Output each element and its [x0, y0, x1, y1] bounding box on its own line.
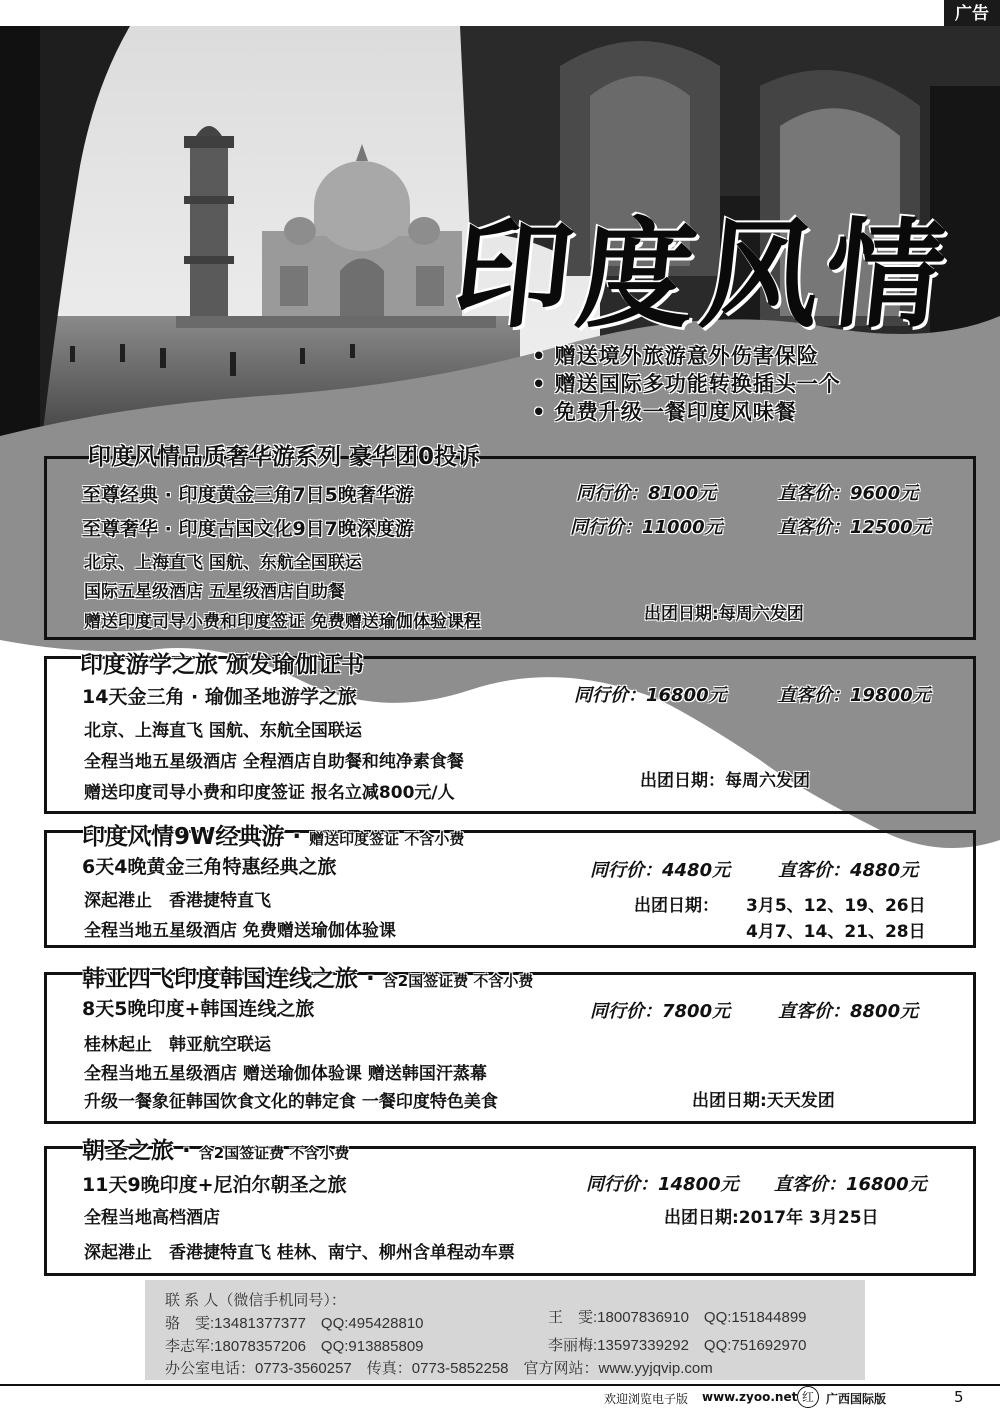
- luxury-line-2: 至尊奢华 · 印度古国文化9日7晚深度游: [82, 518, 414, 540]
- yoga-note-2: 全程当地五星级酒店 全程酒店自助餐和纯净素食餐: [84, 752, 464, 772]
- section-yoga-title: 印度游学之旅 颁发瑜伽证书: [80, 652, 365, 678]
- korea-peer-price: 同行价：7800元: [590, 1001, 731, 1022]
- yoga-note-1: 北京、上海直飞 国航、东航全国联运: [84, 721, 362, 741]
- luxury-note-3: 赠送印度司导小费和印度签证 免费赠送瑜伽体验课程: [84, 612, 481, 632]
- page-title: 印度风情: [446, 205, 958, 344]
- luxury-line-2-peer-price: 同行价：11000元: [570, 517, 723, 538]
- korea-direct-price: 直客价：8800元: [778, 1001, 919, 1022]
- pilgrimage-peer-price: 同行价：14800元: [586, 1174, 739, 1195]
- section-9w-subtitle: 赠送印度签证 不含小费: [309, 830, 465, 848]
- yoga-line-1: 14天金三角 · 瑜伽圣地游学之旅: [82, 686, 357, 708]
- pilgrimage-direct-price: 直客价：16800元: [774, 1174, 927, 1195]
- 9w-peer-price: 同行价：4480元: [590, 860, 731, 881]
- 9w-departure-label: 出团日期：: [634, 896, 719, 916]
- luxury-departure-date: 出团日期:每周六发团: [644, 604, 804, 624]
- luxury-line-1: 至尊经典 · 印度黄金三角7日5晚奢华游: [82, 484, 414, 506]
- korea-note-3: 升级一餐象征韩国饮食文化的韩定食 一餐印度特色美食: [84, 1092, 498, 1112]
- section-pilgrimage-subtitle: 含2国签证费 不含小费: [198, 1144, 350, 1162]
- pilgrimage-departure-date: 出团日期:2017年 3月25日: [664, 1208, 879, 1228]
- section-korea-subtitle: 含2国签证费 不含小费: [382, 972, 534, 990]
- luxury-note-1: 北京、上海直飞 国航、东航全国联运: [84, 553, 362, 573]
- section-korea-title: 韩亚四飞印度韩国连线之旅 · 含2国签证费 不含小费: [82, 966, 534, 992]
- 9w-line-1: 6天4晚黄金三角特惠经典之旅: [82, 856, 337, 878]
- luxury-line-1-direct-price: 直客价：9600元: [778, 483, 919, 504]
- yoga-peer-price: 同行价：16800元: [574, 685, 727, 706]
- 9w-note-1: 深起港止 香港捷特直飞: [84, 891, 271, 911]
- contact-person-2: 王 雯:18007836910 QQ:151844899: [548, 1309, 807, 1326]
- contact-person-4: 李丽梅:13597339292 QQ:751692970: [548, 1337, 807, 1354]
- luxury-note-2: 国际五星级酒店 五星级酒店自助餐: [84, 582, 345, 602]
- korea-line-1: 8天5晚印度+韩国连线之旅: [82, 998, 315, 1020]
- bullet-meal: • 免费升级一餐印度风味餐: [532, 400, 797, 424]
- korea-departure-date: 出团日期:天天发团: [692, 1091, 835, 1111]
- yoga-direct-price: 直客价：19800元: [778, 685, 931, 706]
- luxury-line-2-direct-price: 直客价：12500元: [778, 517, 931, 538]
- bullet-insurance: • 赠送境外旅游意外伤害保险: [532, 344, 819, 368]
- contact-office: 办公室电话：0773-3560257 传真：0773-5852258 官方网站：www.yyjqvip.com: [165, 1360, 713, 1377]
- contact-person-1: 骆 雯:13481377377 QQ:495428810: [165, 1315, 424, 1332]
- footer-site-link[interactable]: www.zyoo.net: [702, 1390, 798, 1404]
- yoga-departure-date: 出团日期：每周六发团: [640, 771, 810, 791]
- footer-edition: 广西国际版: [826, 1392, 887, 1406]
- pilgrimage-line-1: 11天9晚印度+尼泊尔朝圣之旅: [82, 1174, 347, 1196]
- yoga-note-3: 赠送印度司导小费和印度签证 报名立减800元/人: [84, 783, 455, 803]
- bullet-adapter: • 赠送国际多功能转换插头一个: [532, 372, 841, 396]
- 9w-departure-dates-april: 4月7、14、21、28日: [746, 922, 926, 942]
- section-pilgrimage-title: 朝圣之旅 · 含2国签证费 不含小费: [82, 1138, 350, 1164]
- footer-divider: [0, 1384, 1000, 1386]
- pilgrimage-note-1: 全程当地高档酒店: [84, 1208, 220, 1228]
- contact-label: 联 系 人（微信手机同号）：: [165, 1292, 346, 1309]
- korea-note-2: 全程当地五星级酒店 赠送瑜伽体验课 赠送韩国汗蒸幕: [84, 1064, 487, 1084]
- luxury-line-1-peer-price: 同行价：8100元: [576, 483, 717, 504]
- page-number: 5: [954, 1388, 964, 1406]
- 9w-direct-price: 直客价：4880元: [778, 860, 919, 881]
- ad-badge: 广告: [944, 0, 1000, 28]
- section-9w-title: 印度风情9W经典游 · 赠送印度签证 不含小费: [82, 824, 465, 850]
- section-luxury-title: 印度风情品质奢华游系列 豪华团0投诉: [88, 444, 481, 470]
- korea-note-1: 桂林起止 韩亚航空联运: [84, 1035, 271, 1055]
- footer-browse-text: 欢迎浏览电子版: [604, 1392, 689, 1406]
- contact-person-3: 李志军:18078357206 QQ:913885809: [165, 1338, 424, 1355]
- 9w-note-2: 全程当地五星级酒店 免费赠送瑜伽体验课: [84, 921, 396, 941]
- footer-logo-icon: 红: [797, 1386, 819, 1408]
- pilgrimage-note-2: 深起港止 香港捷特直飞 桂林、南宁、柳州含单程动车票: [84, 1243, 515, 1263]
- 9w-departure-dates-march: 3月5、12、19、26日: [746, 896, 926, 916]
